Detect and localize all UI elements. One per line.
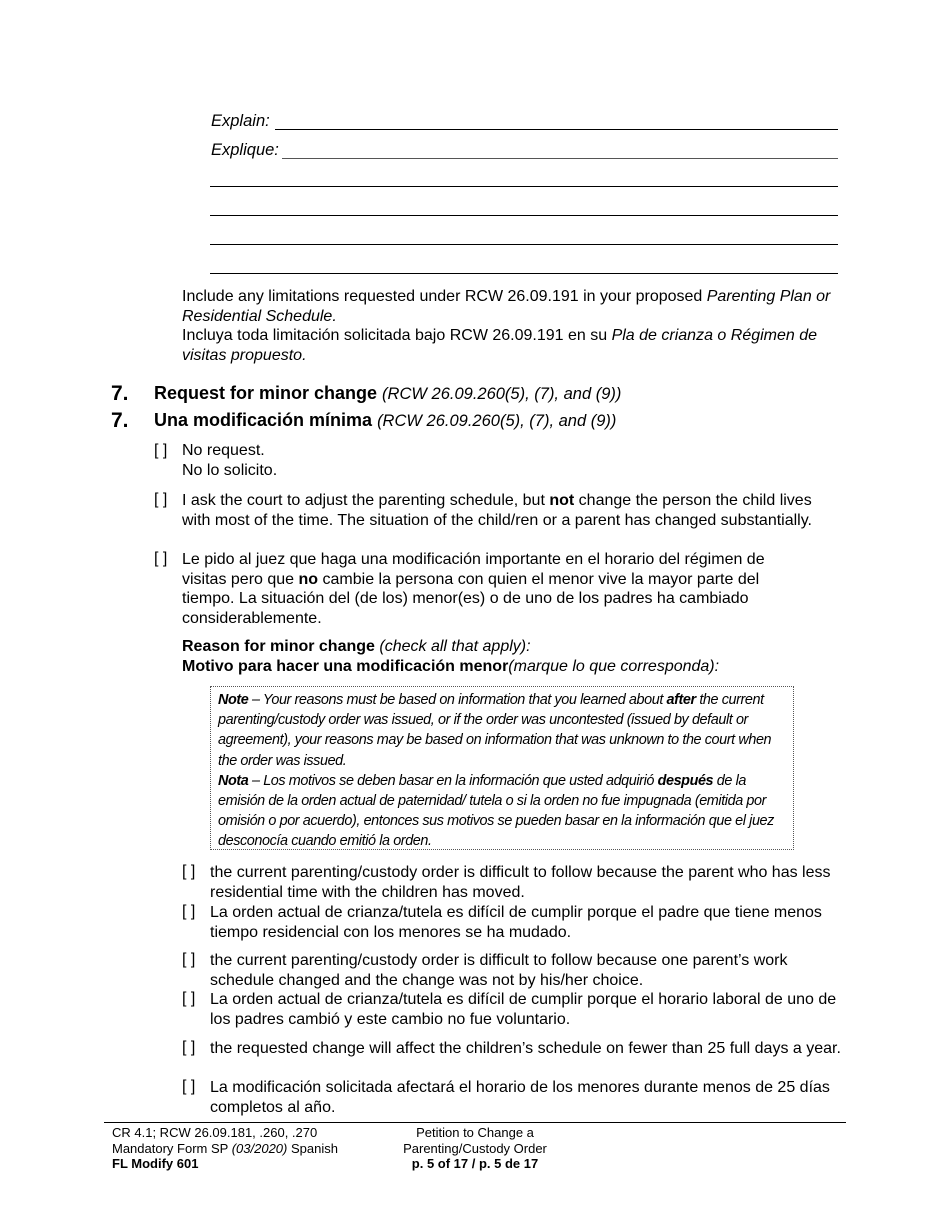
- checkbox-reason-1-es[interactable]: [ ]: [182, 903, 196, 920]
- blank-line-4[interactable]: [210, 273, 838, 274]
- ask-court-es: Le pido al juez que haga una modificación importante en el horario del régimen de visitas pero que no cambie la persona con quien el menor vive la mayor parte del tiempo. La situación del (de los) menor(es) o de uno de los padres ha cambiado considerablemente.: [182, 551, 765, 627]
- checkbox-reason-1-en[interactable]: [ ]: [182, 863, 196, 880]
- footer-center: Petition to Change a Parenting/Custody Order p. 5 of 17 / p. 5 de 17: [403, 1125, 547, 1171]
- reason-1-en: the current parenting/custody order is difficult to follow because the parent who has less residential time with the children has moved.: [210, 864, 831, 901]
- note-es: Nota – Los motivos se deben basar en la información que usted adquirió después de la emisión de la orden actual de paternidad/ tutela o si la orden no fue impugnada (emitida por omisión o por acuerdo), entonces sus motivos se pueden basar en la información que el juez desconocía cuando emitió la orden.: [218, 772, 774, 850]
- checkbox-reason-3-en[interactable]: [ ]: [182, 1039, 196, 1056]
- footer-rule: [104, 1122, 846, 1123]
- explique-line[interactable]: [282, 158, 838, 159]
- reason-heading-en: Reason for minor change (check all that apply):: [182, 638, 531, 655]
- section-title-en: Request for minor change (RCW 26.09.260(5), (7), and (9)): [154, 383, 622, 403]
- checkbox-ask-en[interactable]: [ ]: [154, 491, 168, 508]
- no-request-en: No request.: [182, 442, 265, 459]
- note-en: Note – Your reasons must be based on information that you learned about after the current parenting/custody order was issued, or if the order was uncontested (issued by default or agreement), your reasons may be based on information that was unknown to the court when the order was issued.: [218, 692, 772, 769]
- limitations-es: Incluya toda limitación solicitada bajo RCW 26.09.191 en su Pla de crianza o Régimen de visitas propuesto.: [182, 327, 818, 364]
- section-number-en: 7.: [111, 382, 129, 405]
- blank-line-1[interactable]: [210, 186, 838, 187]
- section-number-es: 7.: [111, 409, 129, 432]
- note-box: [210, 686, 794, 850]
- reason-2-es: La orden actual de crianza/tutela es difícil de cumplir porque el horario laboral de uno de los padres cambió y este cambio no fue voluntario.: [210, 991, 837, 1028]
- section-title-es: Una modificación mínima (RCW 26.09.260(5), (7), and (9)): [154, 410, 617, 430]
- blank-line-2[interactable]: [210, 215, 838, 216]
- explain-line[interactable]: [275, 129, 838, 130]
- checkbox-reason-2-es[interactable]: [ ]: [182, 990, 196, 1007]
- checkbox-reason-3-es[interactable]: [ ]: [182, 1078, 196, 1095]
- blank-line-3[interactable]: [210, 244, 838, 245]
- reason-3-es: La modificación solicitada afectará el horario de los menores durante menos de 25 días completos al año.: [210, 1079, 830, 1116]
- reason-heading-es: Motivo para hacer una modificación menor(marque lo que corresponda):: [182, 658, 720, 675]
- explain-label: Explain:: [211, 112, 270, 130]
- footer-left: CR 4.1; RCW 26.09.181, .260, .270 Mandatory Form SP (03/2020) Spanish FL Modify 601: [112, 1125, 338, 1171]
- reason-3-en: the requested change will affect the children’s schedule on fewer than 25 full days a year.: [210, 1040, 841, 1057]
- no-request-es: No lo solicito.: [182, 462, 278, 479]
- explique-label: Explique:: [211, 141, 279, 159]
- checkbox-ask-es[interactable]: [ ]: [154, 550, 168, 567]
- checkbox-no-request[interactable]: [ ]: [154, 442, 168, 459]
- ask-court-en: I ask the court to adjust the parenting schedule, but not change the person the child lives with most of the time. The situation of the child/ren or a parent has changed substantially.: [182, 492, 812, 529]
- reason-1-es: La orden actual de crianza/tutela es difícil de cumplir porque el padre que tiene menos tiempo residencial con los menores se ha mudado.: [210, 904, 822, 941]
- reason-2-en: the current parenting/custody order is difficult to follow because one parent’s work schedule changed and the change was not by his/her choice.: [210, 952, 788, 989]
- limitations-en: Include any limitations requested under RCW 26.09.191 in your proposed Parenting Plan or Residential Schedule.: [182, 288, 831, 325]
- checkbox-reason-2-en[interactable]: [ ]: [182, 951, 196, 968]
